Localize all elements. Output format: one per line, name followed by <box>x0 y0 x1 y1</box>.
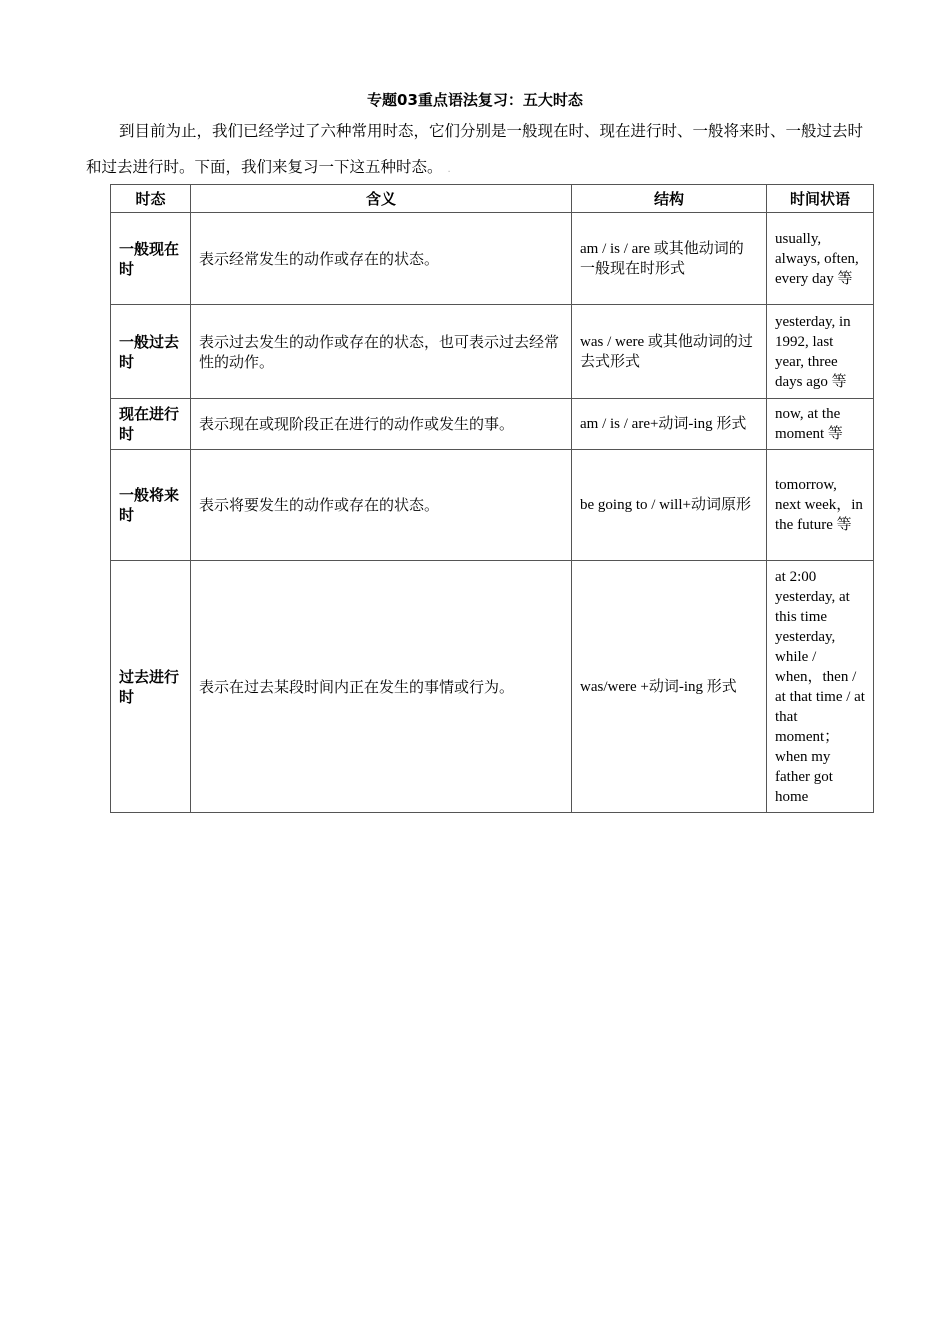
trailing-mark: . <box>447 164 451 175</box>
page-title: 专题03重点语法复习：五大时态 <box>367 91 583 109</box>
header-adverbials: 时间状语 <box>767 185 874 213</box>
tense-table <box>110 184 874 813</box>
tense-adverbials: usually, always, often, every day 等 <box>767 213 874 305</box>
intro-paragraph <box>86 113 876 188</box>
tense-name: 一般将来时 <box>111 450 191 561</box>
intro-text: 到目前为止，我们已经学过了六种常用时态，它们分别是一般现在时、现在进行时、一般将来时、一般过去时和过去进行时。下面，我们来复习一下这五种时态。 <box>86 122 864 176</box>
tense-structure: was/were +动词-ing 形式 <box>572 561 767 813</box>
tense-adverbials: yesterday, in 1992, last year, three days ago 等 <box>767 305 874 399</box>
header-meaning: 含义 <box>191 185 572 213</box>
tense-meaning: 表示过去发生的动作或存在的状态，也可表示过去经常性的动作。 <box>191 305 572 399</box>
tense-adverbials: tomorrow, next week，in the future 等 <box>767 450 874 561</box>
tense-structure: am / is / are+动词-ing 形式 <box>572 399 767 450</box>
tense-meaning: 表示现在或现阶段正在进行的动作或发生的事。 <box>191 399 572 450</box>
tense-meaning: 表示在过去某段时间内正在发生的事情或行为。 <box>191 561 572 813</box>
tense-structure: be going to / will+动词原形 <box>572 450 767 561</box>
table-header-row <box>111 185 874 213</box>
header-tense: 时态 <box>111 185 191 213</box>
tense-name: 现在进行时 <box>111 399 191 450</box>
tense-adverbials: now, at the moment 等 <box>767 399 874 450</box>
tense-meaning: 表示经常发生的动作或存在的状态。 <box>191 213 572 305</box>
table-row <box>111 305 874 399</box>
header-structure: 结构 <box>572 185 767 213</box>
tense-structure: was / were 或其他动词的过去式形式 <box>572 305 767 399</box>
tense-name: 过去进行时 <box>111 561 191 813</box>
table-row <box>111 450 874 561</box>
tense-name: 一般过去时 <box>111 305 191 399</box>
tense-structure: am / is / are 或其他动词的一般现在时形式 <box>572 213 767 305</box>
table-row <box>111 561 874 813</box>
table-row <box>111 213 874 305</box>
tense-name: 一般现在时 <box>111 213 191 305</box>
table-row <box>111 399 874 450</box>
tense-meaning: 表示将要发生的动作或存在的状态。 <box>191 450 572 561</box>
tense-adverbials: at 2:00 yesterday, at this time yesterday, while / when，then / at that time / at that moment；when my father got home <box>767 561 874 813</box>
